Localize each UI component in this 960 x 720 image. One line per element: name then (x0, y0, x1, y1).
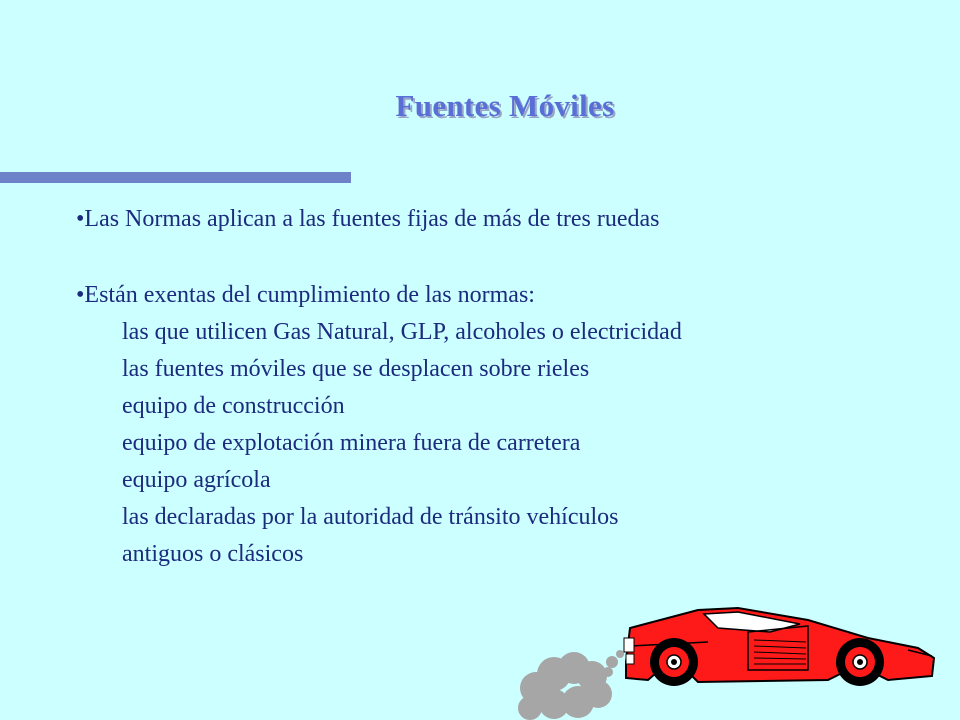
front-wheel-icon (836, 638, 884, 686)
bullet-exemptions: •Están exentas del cumplimiento de las normas: (76, 282, 535, 308)
exhaust-smoke-icon (518, 650, 624, 720)
exemption-item: antiguos o clásicos (122, 541, 304, 567)
bullet-norms-apply: •Las Normas aplican a las fuentes fijas de más de tres ruedas (76, 206, 660, 232)
slide-title: Fuentes Móviles (395, 88, 615, 123)
slide-body (76, 200, 956, 573)
title-divider (0, 172, 351, 183)
red-sports-car-icon (624, 608, 934, 686)
car-illustration (508, 598, 948, 720)
exemption-item: las declaradas por la autoridad de tránsito vehículos (122, 504, 619, 530)
bullet-spacer (76, 238, 956, 276)
exemption-item: equipo de construcción (122, 393, 345, 419)
rear-wheel-icon (650, 638, 698, 686)
exemption-item: equipo agrícola (122, 467, 271, 493)
exemption-item: las que utilicen Gas Natural, GLP, alcoholes o electricidad (122, 319, 682, 345)
exemption-item: equipo de explotación minera fuera de carretera (122, 430, 581, 456)
exemption-item: las fuentes móviles que se desplacen sobre rieles (122, 356, 590, 382)
